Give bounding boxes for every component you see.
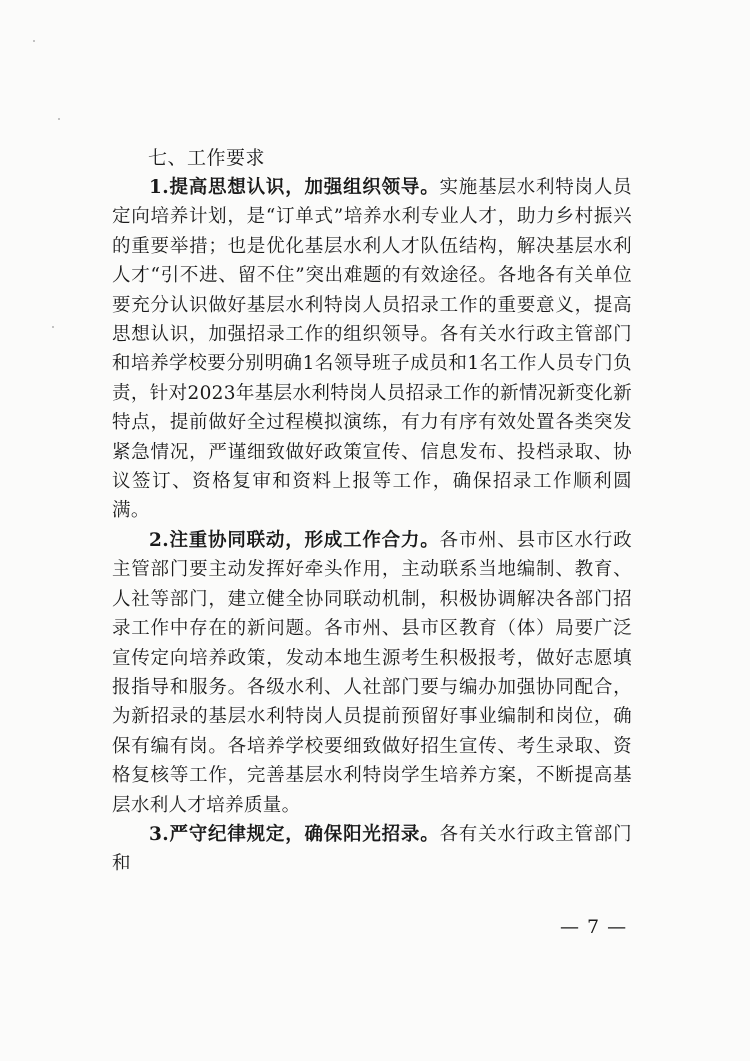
scan-speck — [52, 326, 54, 328]
paragraph-2-body: 各市州、县市区水行政主管部门要主动发挥好牵头作用，主动联系当地编制、教育、人社等部门，建立健全协同联动机制，积极协调解决各部门招录工作中存在的新问题。各市州、县市区教育（体）局要广泛宣传定向培养政策，发动本地生源考生积极报考，做好志愿填报指导和服务。各级水利、人社部门要与编办加强协同配合，为新招录的基层水利特岗人员提前预留好事业编制和岗位，确保有编有岗。各培养学校要细致做好招生宣传、考生录取、资格复核等工作，完善基层水利特岗学生培养方案，不断提高基层水利人才培养质量。 — [112, 529, 632, 816]
page-number: — 7 — — [560, 916, 628, 938]
paragraph-2-lead: 2.注重协同联动，形成工作合力。 — [149, 529, 440, 551]
document-body — [112, 143, 632, 879]
paragraph-1 — [112, 173, 632, 526]
section-heading: 七、工作要求 — [148, 147, 266, 169]
scan-speck — [33, 40, 35, 42]
paragraph-1-body: 实施基层水利特岗人员定向培养计划，是“订单式”培养水利专业人才，助力乡村振兴的重要举措；也是优化基层水利人才队伍结构，解决基层水利人才“引不进、留不住”突出难题的有效途径。各地各有关单位要充分认识做好基层水利特岗人员招录工作的重要意义，提高思想认识，加强招录工作的组织领导。各有关水行政主管部门和培养学校要分别明确1名领导班子成员和1名工作人员专门负责，针对2023年基层水利特岗人员招录工作的新情况新变化新特点，提前做好全过程模拟演练，有力有序有效处置各类突发紧急情况，严谨细致做好政策宣传、信息发布、投档录取、协议签订、资格复审和资料上报等工作，确保招录工作顺利圆满。 — [112, 177, 632, 522]
paragraph-1-lead: 1.提高思想认识，加强组织领导。 — [149, 177, 440, 198]
paragraph-3-body: 各有关水行政主管部门和 — [112, 823, 632, 875]
paragraph-3 — [112, 820, 632, 879]
paragraph-3-lead: 3.严守纪律规定，确保阳光招录。 — [149, 823, 440, 845]
paragraph-2 — [112, 526, 632, 820]
scan-speck — [58, 118, 60, 120]
